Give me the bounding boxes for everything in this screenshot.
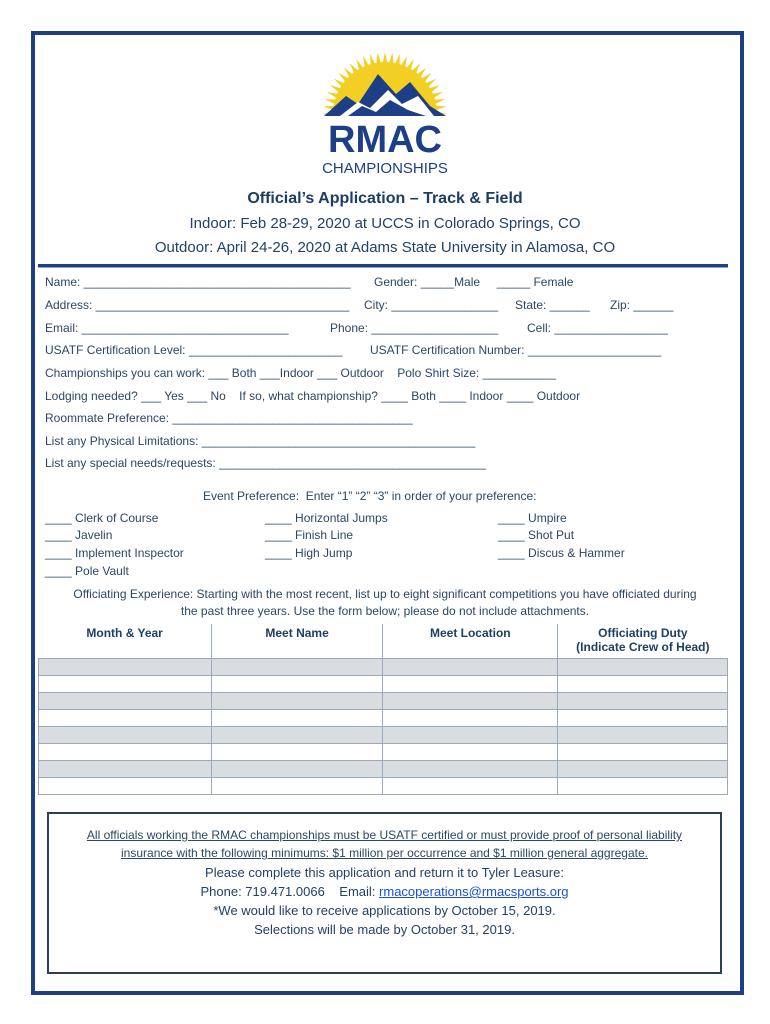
table-cell[interactable] [383, 693, 558, 710]
table-cell[interactable] [211, 676, 383, 693]
table-cell[interactable] [383, 710, 558, 727]
notice-line-3: Please complete this application and return it to Tyler Leasure: [205, 865, 564, 880]
logo-sub: CHAMPIONSHIPS [322, 160, 448, 177]
table-cell[interactable] [558, 693, 728, 710]
column-header [558, 624, 728, 659]
state-field[interactable]: State: ______ [515, 298, 590, 312]
experience-instructions-2: the past three years. Use the form below; please do not include attachments. [180, 604, 590, 618]
experience-table [38, 624, 728, 795]
event-item[interactable]: ____ Discus & Hammer [498, 546, 625, 560]
event-item[interactable]: ____ Implement Inspector [45, 546, 184, 560]
table-cell[interactable] [383, 676, 558, 693]
table-cell[interactable] [39, 710, 212, 727]
form-title: Official’s Application – Track & Field [247, 190, 523, 207]
contact-email-label: Email: [339, 884, 376, 899]
logo-word: RMAC [328, 119, 442, 161]
event-item[interactable]: ____ Umpire [498, 511, 567, 525]
event-item[interactable]: ____ Pole Vault [45, 564, 129, 578]
table-row [39, 693, 728, 710]
cell-field[interactable]: Cell: _________________ [527, 321, 668, 335]
indoor-info: Indoor: Feb 28-29, 2020 at UCCS in Colorado Springs, CO [189, 215, 581, 232]
table-cell[interactable] [383, 659, 558, 676]
event-item[interactable]: ____ Finish Line [265, 528, 354, 542]
column-header: Month & Year [86, 626, 163, 640]
table-row [39, 710, 728, 727]
table-cell[interactable] [558, 710, 728, 727]
table-row [39, 761, 728, 778]
table-row [39, 744, 728, 761]
city-field[interactable]: City: ________________ [364, 298, 499, 312]
physical-limitations-field[interactable]: List any Physical Limitations: _________________________________________ [45, 434, 476, 448]
notice-box [47, 812, 722, 974]
event-item[interactable]: ____ Horizontal Jumps [265, 511, 388, 525]
table-cell[interactable] [39, 693, 212, 710]
event-preference-heading: Event Preference: Enter “1” “2” “3” in order of your preference: [203, 489, 537, 503]
notice-line-1: All officials working the RMAC championships must be USATF certified or must provide proof of personal liability [86, 828, 683, 842]
table-cell[interactable] [39, 744, 212, 761]
column-header: Meet Location [383, 624, 558, 659]
table-cell[interactable] [211, 693, 383, 710]
table-cell[interactable] [211, 778, 383, 795]
special-needs-field[interactable]: List any special needs/requests: ________________________________________ [45, 456, 487, 470]
championships-field[interactable]: Championships you can work: ___ Both ___Indoor ___ Outdoor Polo Shirt Size: ___________ [45, 366, 557, 380]
table-cell[interactable] [383, 727, 558, 744]
event-item[interactable]: ____ Clerk of Course [45, 511, 159, 525]
roommate-field[interactable]: Roommate Preference: ____________________________________ [45, 411, 413, 425]
table-cell[interactable] [211, 727, 383, 744]
table-row [39, 727, 728, 744]
table-row [39, 659, 728, 676]
experience-instructions-1: Officiating Experience: Starting with the most recent, list up to eight significant competitions you have officiated during [73, 587, 697, 601]
table-cell[interactable] [39, 676, 212, 693]
table-cell[interactable] [383, 744, 558, 761]
notice-line-5: *We would like to receive applications by October 15, 2019. [213, 903, 556, 918]
address-field[interactable]: Address: ______________________________________ [45, 298, 350, 312]
table-cell[interactable] [558, 761, 728, 778]
event-item[interactable]: ____ Shot Put [498, 528, 575, 542]
email-field[interactable]: Email: _______________________________ [45, 321, 289, 335]
notice-line-2: insurance with the following minimums: $1 million per occurrence and $1 million general aggregate. [121, 846, 648, 860]
usatf-number-field[interactable]: USATF Certification Number: ____________________ [370, 343, 662, 357]
usatf-level-field[interactable]: USATF Certification Level: _______________________ [45, 343, 343, 357]
table-cell[interactable] [211, 744, 383, 761]
contact-email-link[interactable]: rmacoperations@rmacsports.org [379, 884, 569, 899]
name-field[interactable]: Name: ________________________________________ [45, 275, 351, 289]
table-cell[interactable] [39, 727, 212, 744]
event-item[interactable]: ____ High Jump [265, 546, 353, 560]
table-cell[interactable] [383, 761, 558, 778]
table-cell[interactable] [39, 659, 212, 676]
table-cell[interactable] [558, 744, 728, 761]
notice-line-6: Selections will be made by October 31, 2019. [254, 922, 515, 937]
gender-field[interactable]: Gender: _____Male _____ Female [374, 275, 574, 289]
table-cell[interactable] [211, 659, 383, 676]
table-cell[interactable] [558, 778, 728, 795]
table-cell[interactable] [39, 761, 212, 778]
contact-line [49, 884, 720, 899]
table-cell[interactable] [211, 710, 383, 727]
outdoor-info: Outdoor: April 24-26, 2020 at Adams State University in Alamosa, CO [154, 239, 616, 256]
table-cell[interactable] [558, 727, 728, 744]
lodging-field[interactable]: Lodging needed? ___ Yes ___ No If so, what championship? ____ Both ____ Indoor ____ Outdoor [45, 389, 581, 403]
event-item[interactable]: ____ Javelin [45, 528, 113, 542]
table-cell[interactable] [558, 676, 728, 693]
table-cell[interactable] [39, 778, 212, 795]
zip-field[interactable]: Zip: ______ [610, 298, 674, 312]
phone-field[interactable]: Phone: ___________________ [330, 321, 499, 335]
table-cell[interactable] [383, 778, 558, 795]
header-rule [38, 264, 728, 270]
table-row [39, 778, 728, 795]
table-cell[interactable] [558, 659, 728, 676]
rmac-logo [318, 52, 453, 182]
column-header-sub: (Indicate Crew of Head) [576, 640, 710, 654]
column-header-label: Officiating Duty [598, 626, 688, 640]
contact-phone: Phone: 719.471.0066 [200, 884, 325, 899]
table-cell[interactable] [211, 761, 383, 778]
column-header: Meet Name [211, 624, 383, 659]
table-row [39, 676, 728, 693]
